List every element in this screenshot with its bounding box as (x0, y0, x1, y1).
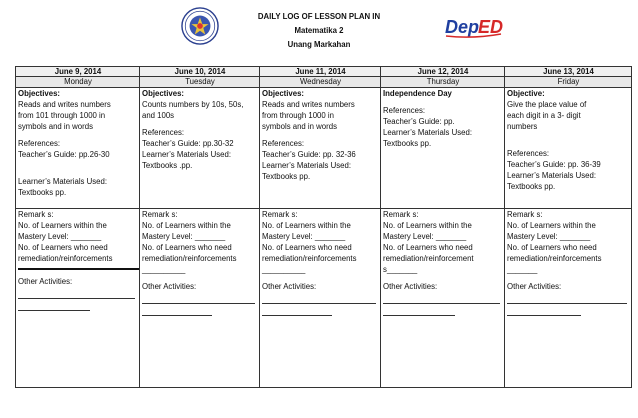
cell-text-line: Other Activities: (262, 282, 317, 291)
blank-line (383, 304, 455, 316)
cell-text-line: from through 1000 in (262, 111, 334, 120)
remarks-cell (16, 209, 140, 388)
cell-text-line: Objectives: (262, 89, 305, 98)
spacer (507, 132, 630, 142)
remarks-cell (140, 209, 260, 388)
lesson-log-table (15, 66, 632, 388)
cell-text-line: No. of Learners within the (507, 221, 596, 230)
cell-text-line: References: (383, 106, 426, 115)
spacer (18, 160, 138, 170)
cell-text-line: References: (262, 139, 305, 148)
cell-text-line: Independence Day (383, 89, 452, 98)
date-header: June 11, 2014 (260, 67, 381, 77)
cell-text-line: Textbooks .pp. (142, 161, 193, 170)
cell-text-line: No. of Learners who need (507, 243, 597, 252)
cell-text-line: __________ (142, 265, 186, 274)
cell-text-line: Learner’s Materials Used: (18, 177, 107, 186)
blank-line (507, 292, 627, 304)
cell-text-line: Objectives: (142, 89, 185, 98)
cell-text-line: No. of Learners within the (262, 221, 351, 230)
remarks-cell (505, 209, 632, 388)
cell-text-line: References: (18, 139, 61, 148)
cell-text-line: Teacher’s Guide: pp. 32-36 (262, 150, 356, 159)
cell-text-line: No. of Learners who need (18, 243, 108, 252)
dates-row (16, 67, 632, 77)
cell-text-line: Remark s: (262, 210, 298, 219)
cell-text-line: numbers (507, 122, 538, 131)
document-title: DAILY LOG OF LESSON PLAN IN (257, 12, 381, 21)
cell-text-line: Textbooks pp. (383, 139, 432, 148)
cell-text-line: Other Activities: (507, 282, 562, 291)
lesson-cell (260, 88, 381, 209)
lesson-row (16, 88, 632, 209)
cell-text-line: References: (142, 128, 185, 137)
date-header: June 13, 2014 (505, 67, 632, 77)
cell-text-line: Textbooks pp. (507, 182, 556, 191)
date-header: June 10, 2014 (140, 67, 260, 77)
day-header: Friday (505, 77, 632, 88)
cell-text-line: References: (507, 149, 550, 158)
cell-text-line: remediation/reinforcements (507, 254, 602, 263)
cell-text-line: No. of Learners who need (142, 243, 232, 252)
subject-title: Matematika 2 (294, 26, 344, 35)
blank-line (507, 304, 581, 316)
cell-text-line: Counts numbers by 10s, 50s, (142, 100, 244, 109)
lesson-cell (505, 88, 632, 209)
cell-text-line: Remark s: (18, 210, 54, 219)
cell-text-line: Reads and writes numbers (262, 100, 355, 109)
cell-text-line: remediation/reinforcements (18, 254, 113, 263)
cell-text-line: and 100s (142, 111, 175, 120)
cell-text-line: Mastery Level: _______ (262, 232, 346, 241)
lesson-cell (381, 88, 505, 209)
cell-text-line: No. of Learners who need (383, 243, 473, 252)
cell-text-line: No. of Learners who need (262, 243, 352, 252)
cell-text-line: No. of Learners within the (18, 221, 107, 230)
date-header: June 9, 2014 (16, 67, 140, 77)
cell-text-line: symbols and in words (18, 122, 93, 131)
day-header: Tuesday (140, 77, 260, 88)
cell-text-line: Learner’s Materials Used: (507, 171, 596, 180)
cell-text-line: Other Activities: (18, 277, 73, 286)
lesson-cell (16, 88, 140, 209)
cell-text-line: Remark s: (142, 210, 178, 219)
cell-text-line: Mastery Level: _______ (18, 232, 102, 241)
svg-text:ED: ED (478, 17, 504, 37)
cell-text-line: Give the place value of (507, 100, 587, 109)
svg-text:Dep: Dep (445, 17, 480, 37)
cell-text-line: Learner’s Materials Used: (262, 161, 351, 170)
cell-text-line: Mastery Level: _______ (383, 232, 467, 241)
cell-text-line: from 101 through 1000 in (18, 111, 106, 120)
cell-text-line: Remark s: (507, 210, 543, 219)
cell-text-line: Reads and writes numbers (18, 100, 111, 109)
cell-text-line: _______ (507, 265, 538, 274)
blank-line (383, 292, 500, 304)
cell-text-line: remediation/reinforcement (383, 254, 474, 263)
cell-text-line: Textbooks pp. (18, 188, 67, 197)
cell-text-line: Learner’s Materials Used: (383, 128, 472, 137)
cell-text-line: Teacher’s Guide: pp.30-32 (142, 139, 234, 148)
remarks-cell (260, 209, 381, 388)
blank-line (262, 292, 376, 304)
quarter-title: Unang Markahan (287, 40, 351, 49)
cell-text-line: Remark s: (383, 210, 419, 219)
cell-text-line: No. of Learners within the (383, 221, 472, 230)
day-header: Monday (16, 77, 140, 88)
cell-text-line: Teacher’s Guide: pp.26-30 (18, 150, 110, 159)
days-row (16, 77, 632, 88)
cell-text-line: Objective: (507, 89, 545, 98)
blank-line (18, 287, 135, 299)
cell-text-line: Teacher’s Guide: pp. 36-39 (507, 160, 601, 169)
cell-text-line: Other Activities: (142, 282, 197, 291)
cell-text-line: symbols and in words (262, 122, 337, 131)
cell-text-line: __________ (262, 265, 306, 274)
cell-text-line: remediation/reinforcements (142, 254, 237, 263)
cell-text-line: s_______ (383, 265, 418, 274)
remarks-cell (381, 209, 505, 388)
remarks-row (16, 209, 632, 388)
cell-text-line: No. of Learners within the (142, 221, 231, 230)
date-header: June 12, 2014 (381, 67, 505, 77)
blank-line (142, 304, 212, 316)
blank-line (262, 304, 332, 316)
cell-text-line: Mastery Level: _______ (142, 232, 226, 241)
cell-text-line: Other Activities: (383, 282, 438, 291)
day-header: Wednesday (260, 77, 381, 88)
cell-text-line: Teacher’s Guide: pp. (383, 117, 455, 126)
cell-text-line: Learner’s Materials Used: (142, 150, 231, 159)
blank-line (18, 299, 90, 311)
blank-line (142, 292, 255, 304)
cell-text-line: Textbooks pp. (262, 172, 311, 181)
cell-text-line: Objectives: (18, 89, 61, 98)
cell-text-line: Mastery Level: _______ (507, 232, 591, 241)
day-header: Thursday (381, 77, 505, 88)
lesson-cell (140, 88, 260, 209)
cell-text-line: each digit in a 3- digit (507, 111, 581, 120)
cell-text-line: remediation/reinforcements (262, 254, 357, 263)
